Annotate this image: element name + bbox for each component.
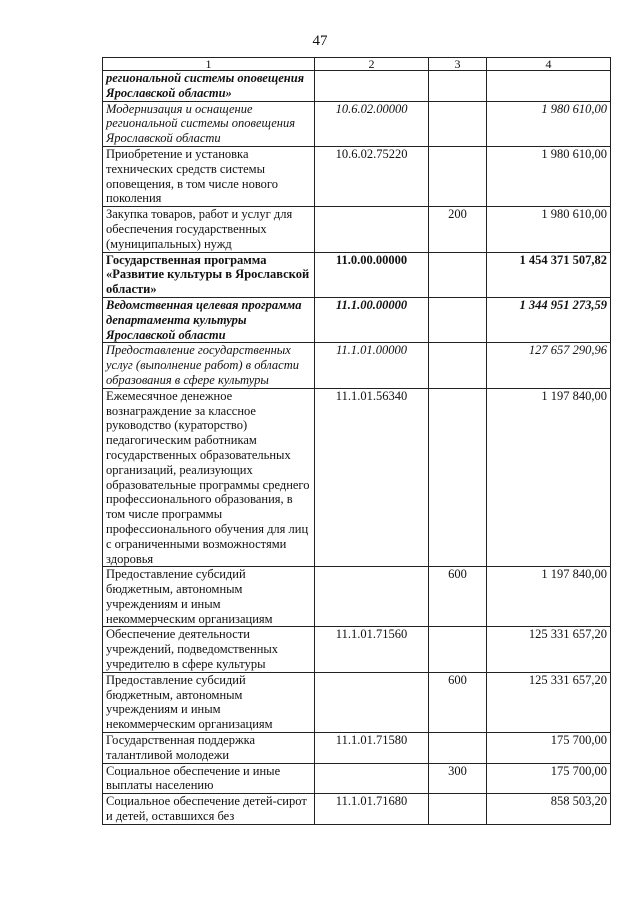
cell-type: [429, 388, 487, 567]
header-col-3: 3: [429, 58, 487, 71]
cell-code: [315, 567, 429, 627]
cell-amount: 1 454 371 507,82: [487, 252, 611, 297]
cell-code: [315, 763, 429, 794]
cell-code: 11.1.01.71580: [315, 733, 429, 764]
cell-name: региональной системы оповещения Ярославской области»: [103, 71, 315, 102]
cell-name: Модернизация и оснащение региональной системы оповещения Ярославской области: [103, 101, 315, 146]
cell-amount: [487, 71, 611, 102]
cell-type: [429, 343, 487, 388]
cell-name: Приобретение и установка технических средств системы оповещения, в том числе нового поколения: [103, 146, 315, 206]
table-row: [103, 627, 611, 672]
cell-name: Обеспечение деятельности учреждений, подведомственных учредителю в сфере культуры: [103, 627, 315, 672]
cell-code: 11.1.01.71680: [315, 794, 429, 825]
cell-name: Социальное обеспечение детей-сирот и детей, оставшихся без: [103, 794, 315, 825]
cell-code: 10.6.02.75220: [315, 146, 429, 206]
cell-code: 11.1.01.56340: [315, 388, 429, 567]
cell-type: 600: [429, 672, 487, 732]
cell-amount: 125 331 657,20: [487, 672, 611, 732]
cell-type: 600: [429, 567, 487, 627]
table-row: [103, 733, 611, 764]
cell-type: 300: [429, 763, 487, 794]
table-row: [103, 146, 611, 206]
header-col-4: 4: [487, 58, 611, 71]
table-row: [103, 672, 611, 732]
table-row: [103, 101, 611, 146]
cell-amount: 175 700,00: [487, 733, 611, 764]
cell-amount: 1 344 951 273,59: [487, 297, 611, 342]
cell-code: [315, 207, 429, 252]
cell-code: [315, 71, 429, 102]
cell-name: Государственная программа «Развитие культуры в Ярославской области»: [103, 252, 315, 297]
table-header-row: [103, 58, 611, 71]
table-row: [103, 763, 611, 794]
cell-type: [429, 794, 487, 825]
budget-table: [102, 57, 611, 825]
cell-code: [315, 672, 429, 732]
cell-code: 11.1.00.00000: [315, 297, 429, 342]
cell-name: Предоставление субсидий бюджетным, автономным учреждениям и иным некоммерческим организациям: [103, 567, 315, 627]
cell-name: Предоставление субсидий бюджетным, автономным учреждениям и иным некоммерческим организациям: [103, 672, 315, 732]
cell-type: [429, 297, 487, 342]
cell-type: [429, 101, 487, 146]
table-row: [103, 207, 611, 252]
header-col-2: 2: [315, 58, 429, 71]
table-row: [103, 388, 611, 567]
cell-name: Ведомственная целевая программа департамента культуры Ярославской области: [103, 297, 315, 342]
cell-type: [429, 733, 487, 764]
cell-code: 10.6.02.00000: [315, 101, 429, 146]
table-row: [103, 343, 611, 388]
cell-type: [429, 252, 487, 297]
table-row: [103, 794, 611, 825]
cell-type: [429, 146, 487, 206]
page-number: 47: [312, 33, 328, 49]
table-row: [103, 567, 611, 627]
cell-amount: 858 503,20: [487, 794, 611, 825]
cell-name: Ежемесячное денежное вознаграждение за классное руководство (кураторство) педагогическим работникам государственных образовательных организаций, реализующих образовательные программы среднего профессионального образования, в том числе программы профессионального обучения для лиц с ограниченными возможностями здоровья: [103, 388, 315, 567]
cell-name: Закупка товаров, работ и услуг для обеспечения государственных (муниципальных) нужд: [103, 207, 315, 252]
cell-type: 200: [429, 207, 487, 252]
cell-name: Социальное обеспечение и иные выплаты населению: [103, 763, 315, 794]
cell-name: Государственная поддержка талантливой молодежи: [103, 733, 315, 764]
cell-amount: 1 980 610,00: [487, 146, 611, 206]
cell-type: [429, 71, 487, 102]
cell-code: 11.0.00.00000: [315, 252, 429, 297]
cell-amount: 1 980 610,00: [487, 207, 611, 252]
cell-code: 11.1.01.71560: [315, 627, 429, 672]
header-col-1: 1: [103, 58, 315, 71]
cell-code: 11.1.01.00000: [315, 343, 429, 388]
table-row: [103, 252, 611, 297]
cell-amount: 1 980 610,00: [487, 101, 611, 146]
cell-amount: 175 700,00: [487, 763, 611, 794]
cell-type: [429, 627, 487, 672]
cell-name: Предоставление государственных услуг (выполнение работ) в области образования в сфере культуры: [103, 343, 315, 388]
cell-amount: 127 657 290,96: [487, 343, 611, 388]
table-body: [103, 71, 611, 825]
table-row: [103, 297, 611, 342]
table-row: [103, 71, 611, 102]
cell-amount: 125 331 657,20: [487, 627, 611, 672]
cell-amount: 1 197 840,00: [487, 567, 611, 627]
cell-amount: 1 197 840,00: [487, 388, 611, 567]
